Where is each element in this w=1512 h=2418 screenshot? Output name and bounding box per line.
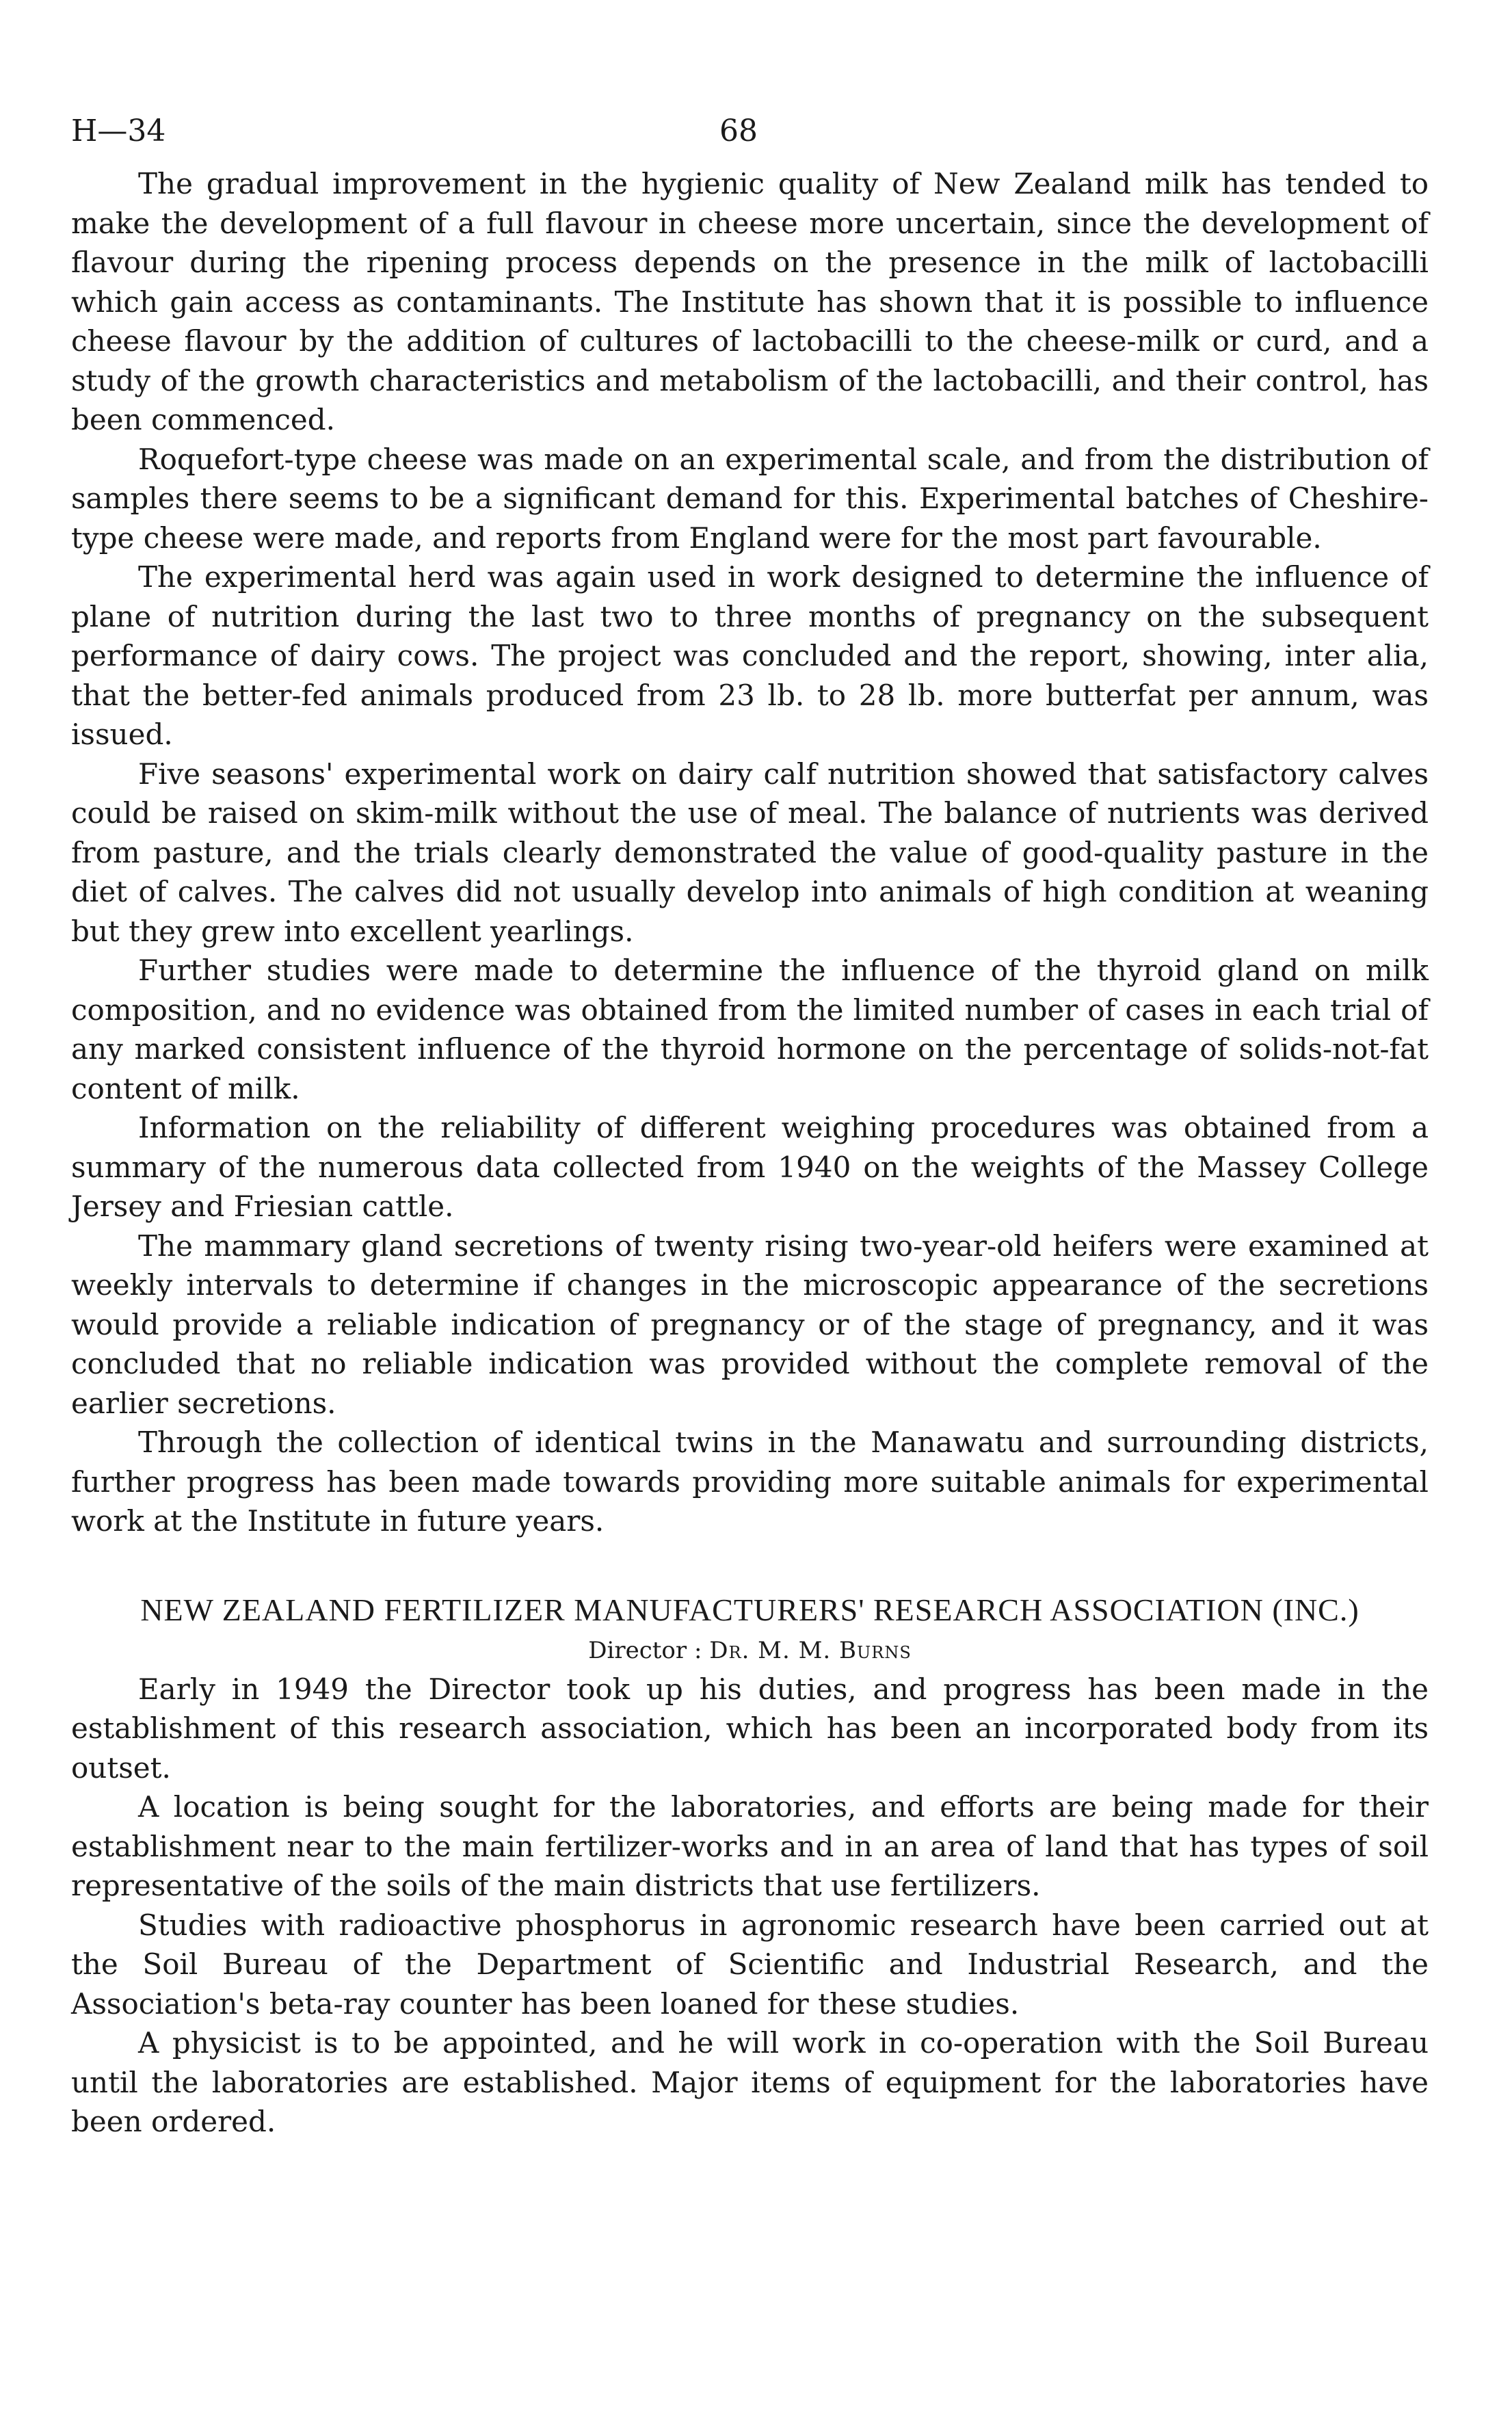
paragraph: The gradual improvement in the hygienic quality of New Zealand milk has tended to make the development of a full flavour in cheese more uncertain, since the development of flavour during the ripening process depends on the presence in the milk of lactobacilli which gain access as contaminants. The Institute has shown that it is possible to influence cheese flavour by the addition of cultures of lactobacilli to the cheese-milk or curd, and a study of the growth characteristics and metabolism of the lactobacilli, and their control, has been commenced. (71, 167, 1429, 436)
section-spacer (71, 1541, 1429, 1590)
paragraph: Further studies were made to determine the influence of the thyroid gland on milk composition, and no evidence was obtained from the limited number of cases in each trial of any marked consistent influence of the thyroid hormone on the percentage of solids-not-fat content of milk. (71, 954, 1429, 1105)
paragraph: Studies with radioactive phosphorus in agronomic research have been carried out at the Soil Bureau of the Department of Scientific and Industrial Research, and the Association's beta-ray counter has been loaned for these studies. (71, 1908, 1429, 2021)
document-page (71, 116, 1429, 2142)
paragraph: Five seasons' experimental work on dairy calf nutrition showed that satisfactory calves could be raised on skim-milk without the use of meal. The balance of nutrients was derived from pasture, and the trials clearly demonstrated the value of good-quality pasture in the diet of calves. The calves did not usually develop into animals of high condition at weaning but they grew into excellent yearlings. (71, 757, 1429, 948)
paragraph: A location is being sought for the laboratories, and efforts are being made for their establishment near to the main fertilizer-works and in an area of land that has types of soil representative of the soils of the main districts that use fertilizers. (71, 1790, 1429, 1902)
director-name: Dr. M. M. Burns (709, 1636, 912, 1664)
running-head (71, 116, 1429, 164)
section-heading: NEW ZEALAND FERTILIZER MANUFACTURERS' RESEARCH ASSOCIATION (INC.) (140, 1592, 1360, 1627)
director-line (71, 1634, 1429, 1667)
paragraph: A physicist is to be appointed, and he will work in co-operation with the Soil Bureau until the laboratories are established. Major items of equipment for the laboratories have been ordered. (71, 2026, 1429, 2138)
section-fertilizer-association (71, 1590, 1429, 2142)
director-label: Director : (588, 1636, 702, 1664)
paragraph: The experimental herd was again used in work designed to determine the influence of plane of nutrition during the last two to three months of pregnancy on the subsequent performance of dairy cows. The project was concluded and the report, showing, inter alia, that the better-fed animals produced from 23 lb. to 28 lb. more butterfat per annum, was issued. (71, 560, 1429, 751)
page-number: 68 (719, 114, 758, 148)
section-dairy-research (71, 164, 1429, 1541)
paragraph: Through the collection of identical twins in the Manawatu and surrounding districts, further progress has been made towards providing more suitable animals for experimental work at the Institute in future years. (71, 1425, 1429, 1538)
paragraph: Early in 1949 the Director took up his duties, and progress has been made in the establishment of this research association, which has been an incorporated body from its outset. (71, 1672, 1429, 1785)
paragraph: Information on the reliability of different weighing procedures was obtained from a summary of the numerous data collected from 1940 on the weights of the Massey College Jersey and Friesian cattle. (71, 1111, 1429, 1223)
document-reference: H—34 (71, 114, 166, 148)
paragraph: The mammary gland secretions of twenty rising two-year-old heifers were examined at weekly intervals to determine if changes in the microscopic appearance of the secretions would provide a reliable indication of pregnancy or of the stage of pregnancy, and it was concluded that no reliable indication was provided without the complete removal of the earlier secretions. (71, 1228, 1429, 1420)
paragraph: Roquefort-type cheese was made on an experimental scale, and from the distribution of samples there seems to be a significant demand for this. Experimental batches of Cheshire-type cheese were made, and reports from England were for the most part favourable. (71, 442, 1429, 555)
